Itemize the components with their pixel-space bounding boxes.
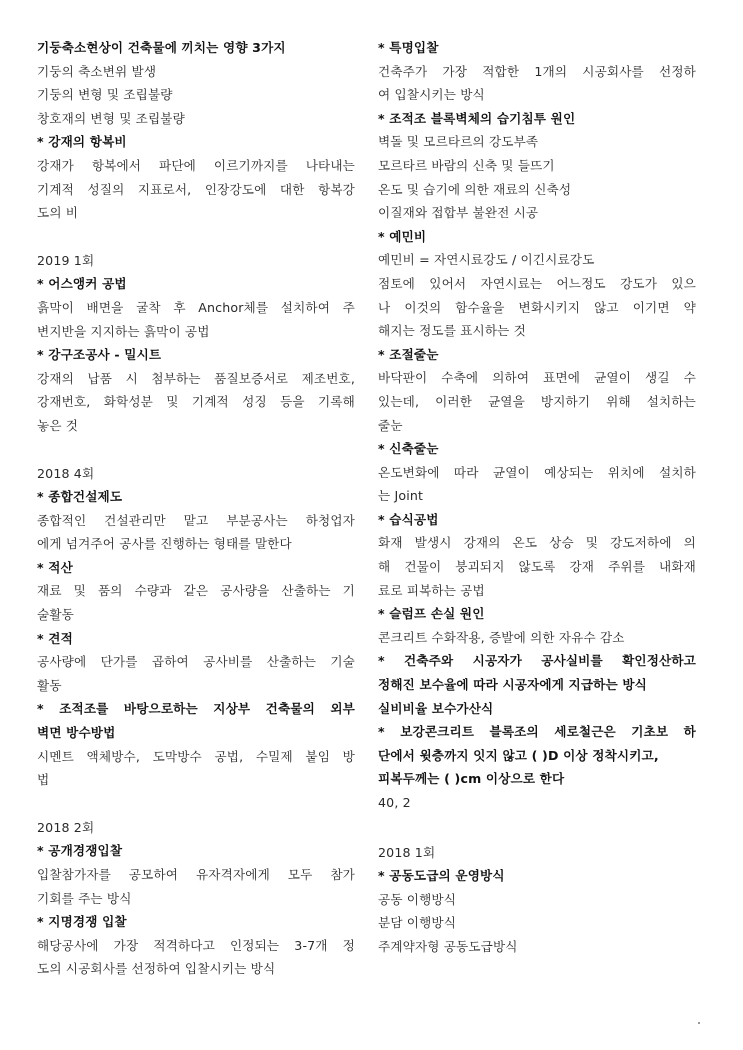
- text-line: 료로 피복하는 공법: [378, 582, 485, 598]
- text-line: 기회를 주는 방식: [37, 890, 132, 906]
- term-heading: * 견적: [37, 630, 73, 646]
- text-line: 모르타르 바람의 신축 및 들뜨기: [378, 157, 555, 173]
- term-heading: * 건축주와 시공자가 공사실비를 확인정산하고: [378, 653, 696, 669]
- text-line: 이질재와 접합부 불완전 시공: [378, 205, 539, 221]
- left-column: [37, 36, 355, 981]
- text-line: 는 Joint: [378, 488, 424, 504]
- term-heading: * 강재의 항복비: [37, 134, 127, 150]
- scan-speck: [698, 1022, 700, 1024]
- text-line: 도의 시공회사를 선정하여 입찰시키는 방식: [37, 961, 276, 977]
- right-column: [378, 36, 696, 959]
- text-line: 흙막이 배면을 굴착 후 Anchor체를 설치하여 주: [37, 299, 355, 315]
- text-line: 온도 및 습기에 의한 재료의 신축성: [378, 181, 572, 197]
- text-line: 공동 이행방식: [378, 891, 457, 907]
- term-heading: * 공개경쟁입찰: [37, 843, 123, 859]
- text-line: 놓은 것: [37, 417, 79, 433]
- text-line: 시멘트 액체방수, 도막방수 공법, 수밀제 붙임 방: [37, 748, 355, 764]
- text-line: 해당공사에 가장 적격하다고 인정되는 3-7개 정: [37, 937, 355, 953]
- text-line: 있는데, 이러한 균열을 방지하기 위해 설치하는: [378, 393, 696, 409]
- text-line: 활동: [37, 677, 62, 693]
- text-line: 건축주가 가장 적합한 1개의 시공회사를 선정하: [378, 63, 696, 79]
- term-heading: * 조적조를 바탕으로하는 지상부 건축물의 외부: [37, 701, 355, 717]
- term-heading: * 특명입찰: [378, 40, 439, 55]
- text-line: 분담 이행방식: [378, 915, 457, 931]
- text-line: 강재번호, 화학성분 및 기계적 성징 등을 기록해: [37, 394, 355, 410]
- text-line: 재료 및 품의 수량과 같은 공사량을 산출하는 기: [37, 583, 355, 599]
- term-heading: * 적산: [37, 559, 73, 575]
- text-line: 화재 발생시 강재의 온도 상승 및 강도저하에 의: [378, 535, 696, 551]
- text-line: 해지는 정도를 표시하는 것: [378, 323, 526, 339]
- term-heading: * 습식공법: [378, 511, 439, 527]
- section-heading: 2018 2회: [37, 819, 95, 835]
- text-line: 예민비 = 자연시료강도 / 이긴시료강도: [378, 252, 595, 268]
- term-heading: 기둥축소현상이 건축물에 끼치는 영향 3가지: [37, 40, 286, 55]
- term-heading: 정해진 보수율에 따라 시공자에게 지급하는 방식: [378, 677, 647, 693]
- text-line: 기계적 성질의 지표로서, 인장강도에 대한 항복강: [37, 181, 355, 197]
- text-line: 종합적인 건설관리만 맡고 부분공사는 하청업자: [37, 512, 355, 528]
- term-heading: * 신축줄눈: [378, 441, 439, 457]
- text-line: 40, 2: [378, 795, 411, 810]
- text-line: 해 건물이 붕괴되지 않도록 강재 주위를 내화재: [378, 559, 696, 575]
- text-line: 주계약자형 공동도급방식: [378, 938, 518, 954]
- text-line: 창호재의 변형 및 조립불량: [37, 110, 185, 126]
- term-heading: 단에서 윗층까지 잇지 않고 ( )D 이상 정착시키고,: [378, 747, 659, 763]
- section-heading: 2018 4회: [37, 465, 95, 481]
- term-heading: * 조절줄눈: [378, 346, 439, 362]
- section-heading: 2018 1회: [378, 844, 436, 860]
- term-heading: 실비비율 보수가산식: [378, 700, 494, 716]
- term-heading: * 공동도급의 운영방식: [378, 868, 505, 884]
- text-line: 강재가 항복에서 파단에 이르기까지를 나타내는: [37, 157, 355, 173]
- term-heading: * 예민비: [378, 228, 427, 244]
- text-line: 입찰참가자를 공모하여 유자격자에게 모두 참가: [37, 867, 355, 882]
- term-heading: 피복두께는 ( )cm 이상으로 한다: [378, 771, 565, 787]
- term-heading: * 강구조공사 - 밀시트: [37, 347, 162, 363]
- text-line: 온도변화에 따라 균열이 예상되는 위치에 설치하: [378, 464, 696, 480]
- term-heading: * 종합건설제도: [37, 489, 123, 505]
- term-heading: * 슬럼프 손실 원인: [378, 606, 485, 622]
- text-line: 변지반을 지지하는 흙막이 공법: [37, 323, 210, 339]
- text-line: 에게 넘겨주어 공사를 진행하는 형태를 말한다: [37, 536, 292, 552]
- term-heading: * 어스앵커 공법: [37, 276, 127, 292]
- text-line: 기둥의 축소변위 발생: [37, 63, 157, 79]
- term-heading: 벽면 방수방법: [37, 725, 116, 741]
- text-line: 점토에 있어서 자연시료는 어느정도 강도가 있으: [378, 275, 696, 291]
- text-line: 여 입찰시키는 방식: [378, 87, 485, 103]
- term-heading: * 지명경쟁 입찰: [37, 914, 127, 930]
- term-heading: * 조적조 블록벽체의 습기침투 원인: [378, 110, 576, 126]
- section-heading: 2019 1회: [37, 252, 95, 268]
- text-line: 벽돌 및 모르타르의 강도부족: [378, 134, 539, 150]
- term-heading: * 보강콘크리트 블록조의 세로철근은 기초보 하: [378, 724, 696, 740]
- text-line: 공사량에 단가를 곱하여 공사비를 산출하는 기술: [37, 654, 355, 670]
- text-line: 기둥의 변형 및 조립불량: [37, 87, 173, 103]
- text-line: 줄눈: [378, 417, 403, 433]
- text-line: 강재의 납품 시 첨부하는 품질보증서로 제조번호,: [37, 370, 355, 386]
- text-line: 법: [37, 772, 50, 788]
- text-line: 도의 비: [37, 205, 79, 221]
- text-line: 술활동: [37, 607, 74, 623]
- text-line: 바닥판이 수축에 의하여 표면에 균열이 생길 수: [378, 370, 696, 386]
- text-line: 콘크리트 수화작용, 증발에 의한 자유수 감소: [378, 629, 625, 645]
- text-line: 나 이것의 함수율을 변화시키지 않고 이기면 약: [378, 299, 696, 315]
